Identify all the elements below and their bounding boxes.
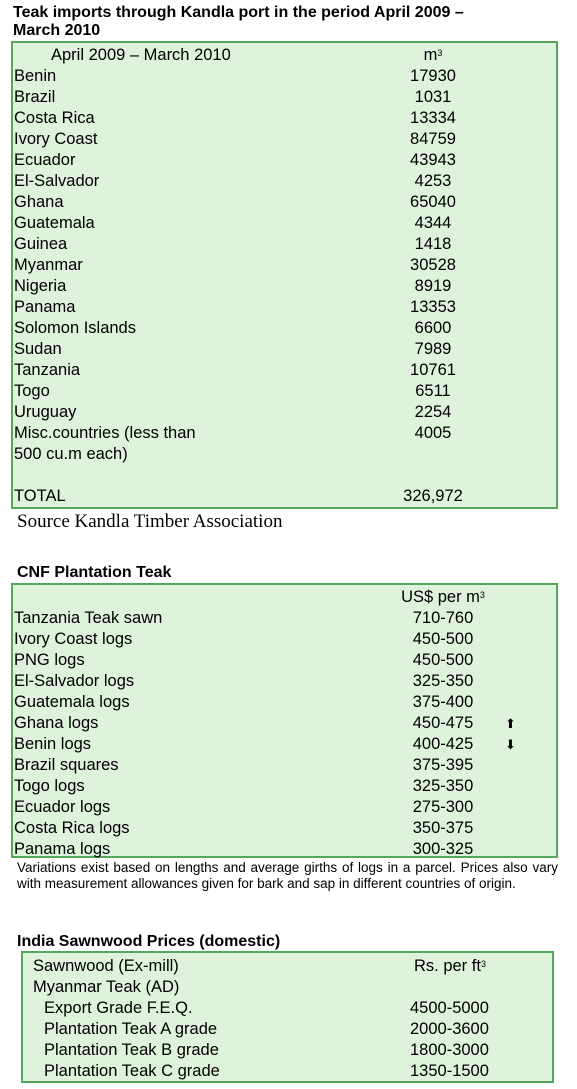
- period-label: April 2009 – March 2010: [51, 46, 231, 64]
- import-volume: 10761: [410, 361, 456, 379]
- cnf-item: Panama logs: [14, 840, 111, 858]
- country-name: Sudan: [14, 340, 62, 358]
- cnf-row: [13, 797, 556, 818]
- imports-row: [13, 339, 556, 360]
- country-name: Benin: [14, 67, 57, 85]
- imports-table: [11, 41, 558, 509]
- india-row: [23, 1019, 552, 1040]
- import-volume: 43943: [410, 151, 456, 169]
- cnf-item: El-Salvador logs: [14, 672, 135, 690]
- cnf-item: PNG logs: [14, 651, 85, 669]
- country-name: Panama: [14, 298, 76, 316]
- country-name: Uruguay: [14, 403, 77, 421]
- cnf-item: Brazil squares: [14, 756, 119, 774]
- india-item: Plantation Teak C grade: [44, 1062, 220, 1080]
- country-name: Togo: [14, 382, 50, 400]
- india-row: [23, 1061, 552, 1082]
- imports-row: [13, 192, 556, 213]
- cnf-row: [13, 734, 556, 755]
- india-title: India Sawnwood Prices (domestic): [17, 933, 281, 950]
- cnf-item: Benin logs: [14, 735, 92, 753]
- india-header-label: Sawnwood (Ex-mill): [33, 957, 179, 975]
- total-label: TOTAL: [14, 487, 66, 505]
- import-volume: 13353: [410, 298, 456, 316]
- cnf-price: 710-760: [412, 609, 474, 627]
- imports-row: [13, 171, 556, 192]
- import-volume: 6600: [414, 319, 452, 337]
- cnf-price: 325-350: [412, 672, 474, 690]
- import-volume: 4253: [414, 172, 452, 190]
- imports-row: [13, 297, 556, 318]
- cnf-price: 300-325: [412, 840, 474, 858]
- imports-title-line2: March 2010: [13, 22, 101, 39]
- import-volume: 1031: [414, 88, 452, 106]
- import-volume: 2254: [414, 403, 452, 421]
- cnf-item: Togo logs: [14, 777, 85, 795]
- import-volume: 65040: [410, 193, 456, 211]
- imports-row: [13, 234, 556, 255]
- india-header-row: [23, 956, 552, 977]
- cnf-row: [13, 692, 556, 713]
- cnf-title: CNF Plantation Teak: [17, 564, 172, 581]
- cnf-price: 450-500: [412, 630, 474, 648]
- cnf-item: Ghana logs: [14, 714, 99, 732]
- total-row: [13, 486, 556, 507]
- cnf-price: 325-350: [412, 777, 474, 795]
- cnf-unit-label: US$ per $m^3$: [401, 588, 485, 606]
- cnf-row: [13, 650, 556, 671]
- country-name: Myanmar: [14, 256, 83, 274]
- country-name: Guinea: [14, 235, 68, 253]
- country-name: Ecuador: [14, 151, 76, 169]
- imports-row: [13, 129, 556, 150]
- cnf-price: 450-475: [412, 714, 474, 732]
- cnf-price: 350-375: [412, 819, 474, 837]
- import-volume: 13334: [410, 109, 456, 127]
- imports-row: [13, 276, 556, 297]
- india-unit-label: Rs. per $ft^3$: [414, 957, 486, 975]
- india-row: [23, 998, 552, 1019]
- imports-row: [13, 150, 556, 171]
- cnf-price: 400-425: [412, 735, 474, 753]
- cnf-row: [13, 713, 556, 734]
- country-name: Ghana: [14, 193, 64, 211]
- country-name: Tanzania: [14, 361, 81, 379]
- import-volume: 84759: [410, 130, 456, 148]
- cnf-item: Ivory Coast logs: [14, 630, 133, 648]
- imports-header-row: [13, 45, 556, 66]
- cnf-header-row: [13, 587, 556, 608]
- cnf-item: Guatemala logs: [14, 693, 130, 711]
- cnf-item: Costa Rica logs: [14, 819, 130, 837]
- country-name: El-Salvador: [14, 172, 100, 190]
- country-name: Nigeria: [14, 277, 67, 295]
- india-item: Export Grade F.E.Q.: [44, 999, 193, 1017]
- cnf-row: [13, 608, 556, 629]
- india-item: Plantation Teak A grade: [44, 1020, 218, 1038]
- country-name: Brazil: [14, 88, 56, 106]
- cnf-price: 375-395: [412, 756, 474, 774]
- cnf-item: Ecuador logs: [14, 798, 111, 816]
- india-price: 4500-5000: [410, 999, 489, 1017]
- arrow-down-icon: ⬇: [505, 737, 516, 752]
- india-price: 1350-1500: [410, 1062, 489, 1080]
- cnf-note: Variations exist based on lengths and average girths of logs in a parcel. Prices also vary with measurement allowances given for bark and sap in different countries of origin.: [17, 860, 558, 891]
- arrow-up-icon: ⬆: [505, 716, 516, 731]
- misc-label-line1: Misc.countries (less than: [14, 424, 196, 442]
- import-volume: 8919: [414, 277, 452, 295]
- import-volume: 30528: [410, 256, 456, 274]
- import-volume: 1418: [414, 235, 452, 253]
- import-volume: 7989: [414, 340, 452, 358]
- imports-row: [13, 87, 556, 108]
- india-price: 2000-3600: [410, 1020, 489, 1038]
- country-name: Solomon Islands: [14, 319, 136, 337]
- cnf-price: 375-400: [412, 693, 474, 711]
- cnf-row: [13, 776, 556, 797]
- india-sub-header: [23, 977, 552, 998]
- import-volume: 4344: [414, 214, 452, 232]
- india-table: [21, 951, 554, 1083]
- india-row: [23, 1040, 552, 1061]
- imports-row: [13, 318, 556, 339]
- imports-row: [13, 402, 556, 423]
- cnf-row: [13, 755, 556, 776]
- cnf-price: 275-300: [412, 798, 474, 816]
- imports-row: [13, 108, 556, 129]
- cnf-row: [13, 629, 556, 650]
- country-name: Costa Rica: [14, 109, 95, 127]
- imports-row: [13, 381, 556, 402]
- cnf-row: [13, 818, 556, 839]
- unit-label: $m^3$: [423, 46, 443, 64]
- imports-row: [13, 66, 556, 87]
- misc-row-cont: [13, 444, 556, 465]
- source-note: Source Kandla Timber Association: [17, 511, 283, 532]
- imports-row: [13, 213, 556, 234]
- misc-row: [13, 423, 556, 444]
- imports-row: [13, 360, 556, 381]
- misc-value: 4005: [414, 424, 452, 442]
- imports-title-line1: Teak imports through Kandla port in the period April 2009 –: [13, 4, 464, 21]
- imports-row: [13, 255, 556, 276]
- india-item: Plantation Teak B grade: [44, 1041, 219, 1059]
- india-price: 1800-3000: [410, 1041, 489, 1059]
- country-name: Guatemala: [14, 214, 95, 232]
- import-volume: 17930: [410, 67, 456, 85]
- cnf-table: [11, 583, 558, 858]
- cnf-item: Tanzania Teak sawn: [14, 609, 163, 627]
- cnf-price: 450-500: [412, 651, 474, 669]
- cnf-row: [13, 839, 556, 860]
- misc-label-line2: 500 cu.m each): [14, 445, 128, 463]
- cnf-row: [13, 671, 556, 692]
- myanmar-teak-label: Myanmar Teak (AD): [33, 978, 180, 996]
- import-volume: 6511: [415, 382, 451, 400]
- total-value: 326,972: [403, 487, 463, 505]
- imports-title: [13, 4, 464, 40]
- country-name: Ivory Coast: [14, 130, 98, 148]
